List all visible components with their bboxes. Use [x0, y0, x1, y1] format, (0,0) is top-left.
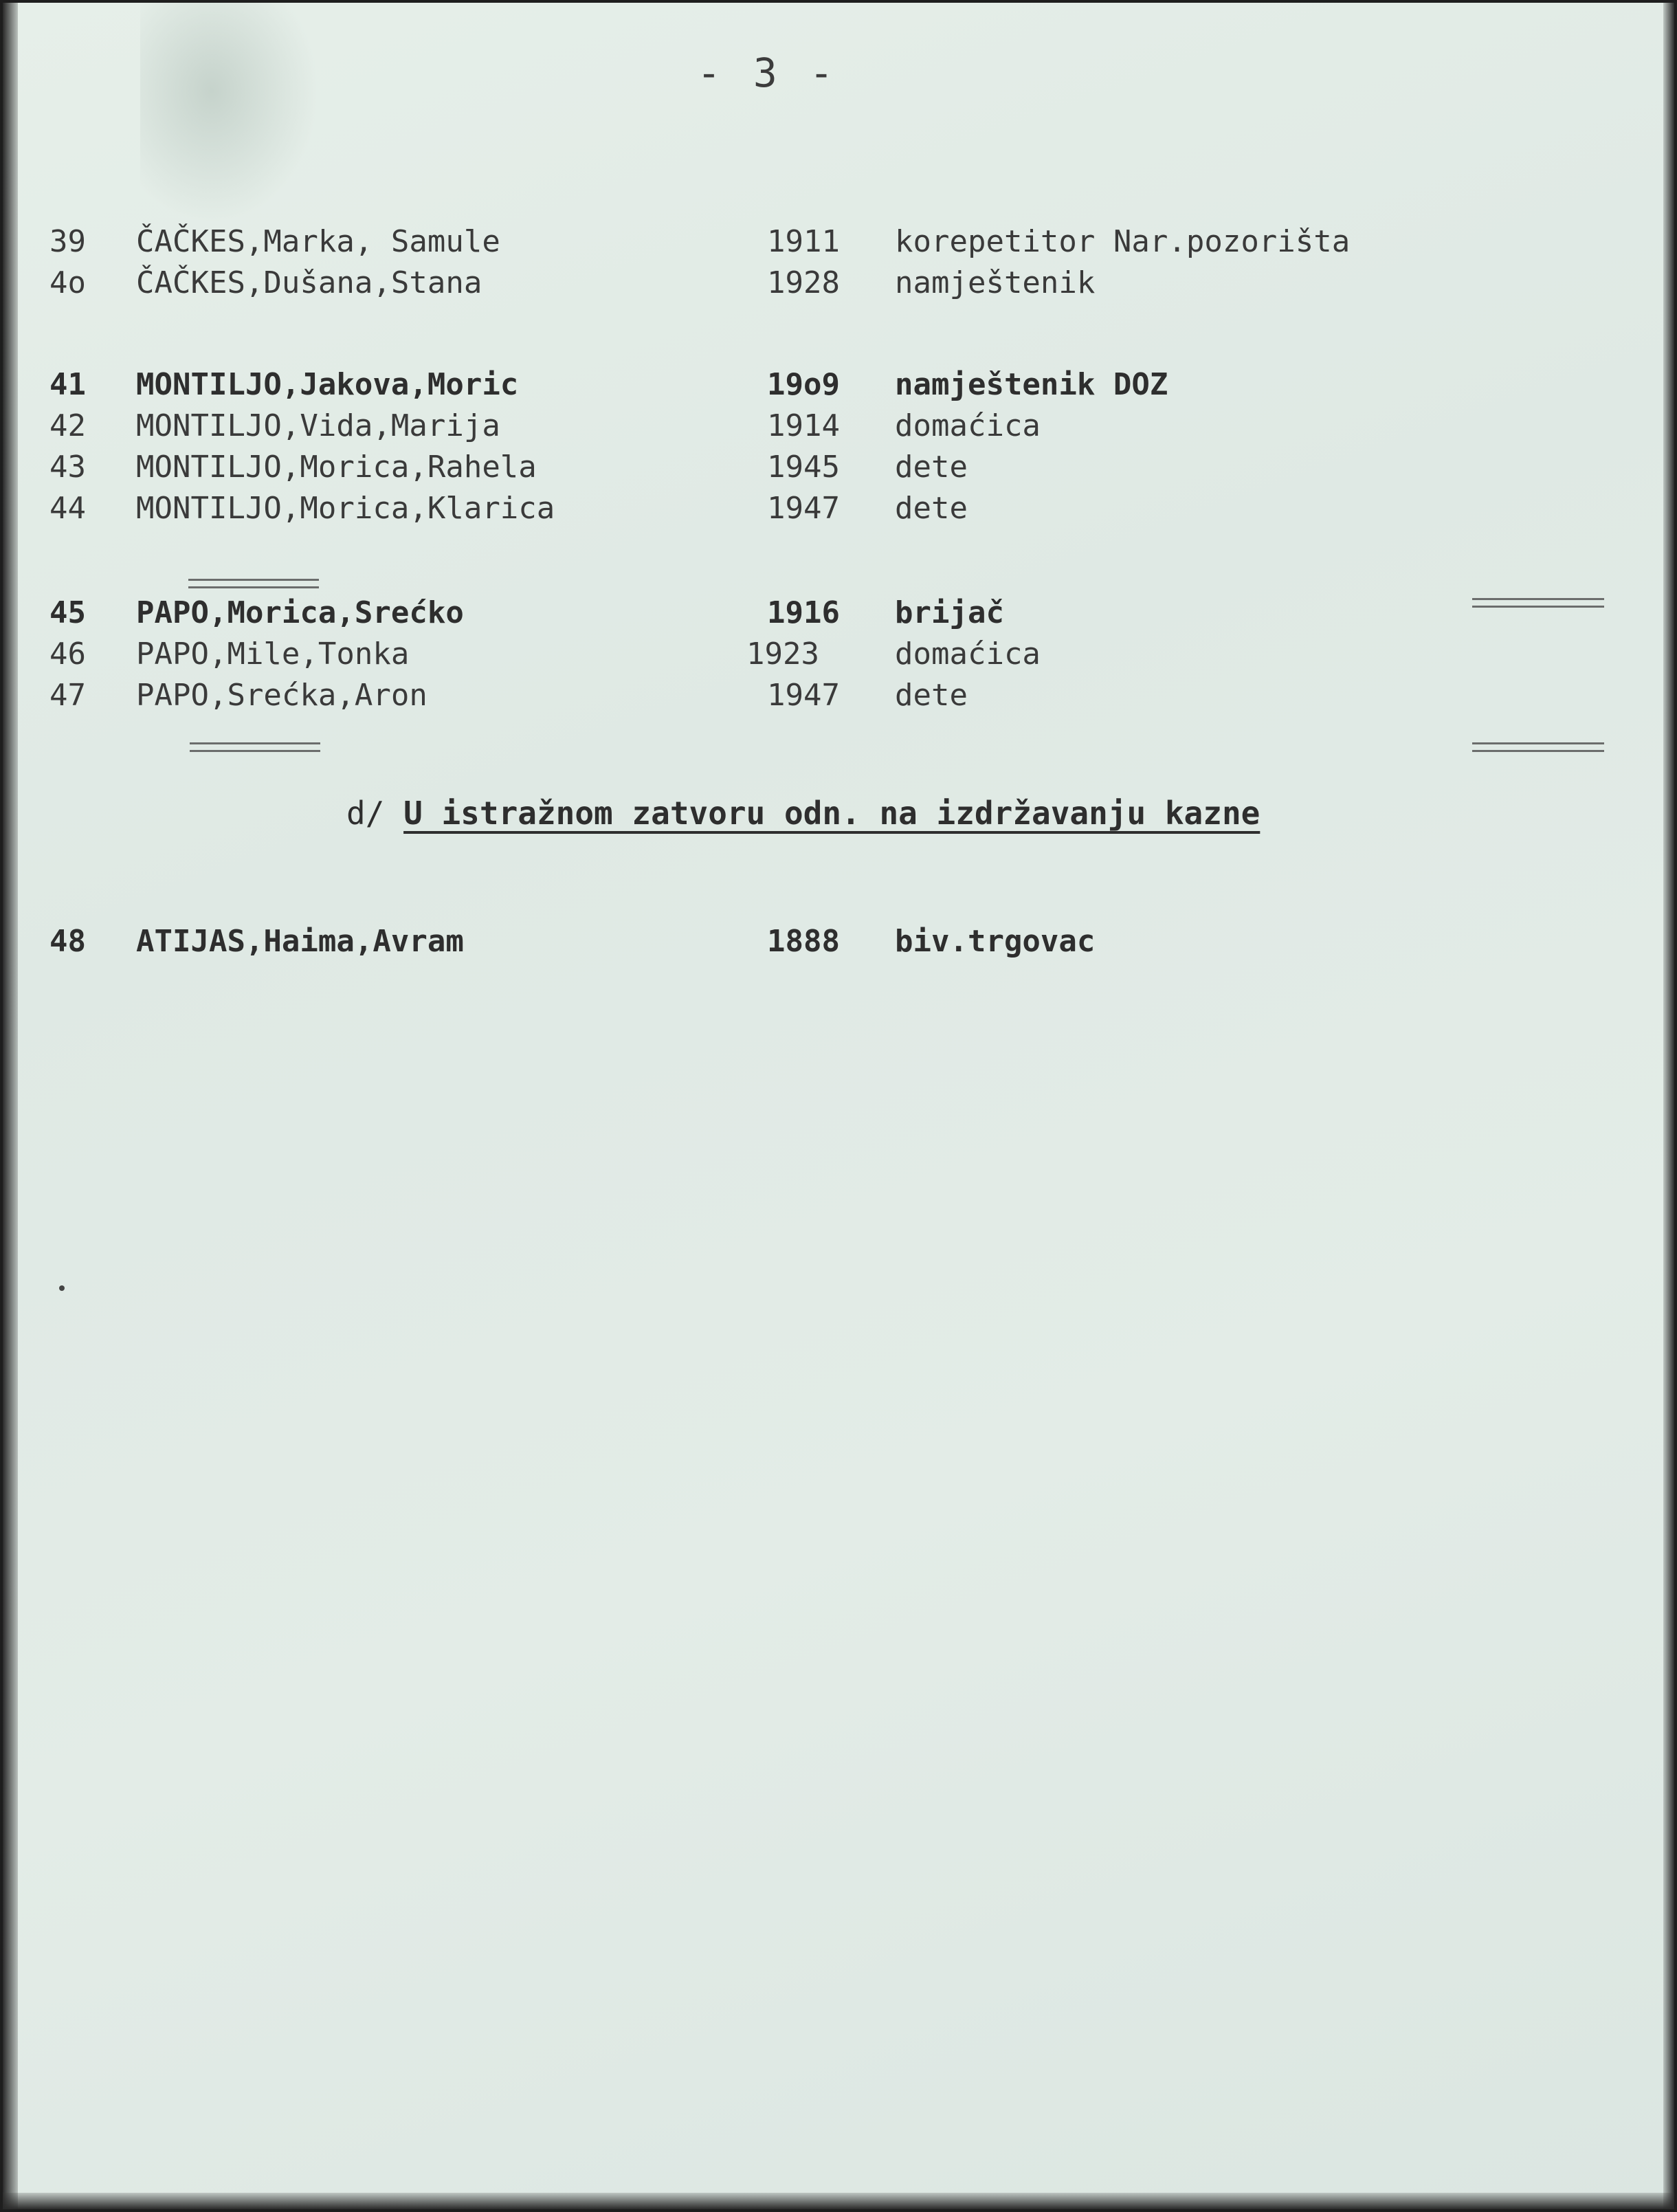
- birth-year: 1947: [767, 678, 840, 713]
- occupation: biv.trgovac: [895, 924, 1096, 959]
- scan-speck: [59, 1285, 65, 1291]
- scan-edge-left: [3, 3, 18, 2209]
- birth-year: 1928: [767, 265, 840, 300]
- person-name: ATIJAS,Haima,Avram: [136, 924, 464, 959]
- person-name: ČAČKES,Dušana,Stana: [136, 265, 482, 300]
- row-number: 41: [49, 367, 86, 402]
- person-name: MONTILJO,Jakova,Moric: [136, 367, 519, 402]
- birth-year: 1888: [767, 924, 840, 959]
- occupation: namještenik DOZ: [895, 367, 1168, 402]
- occupation: korepetitor Nar.pozorišta: [895, 224, 1351, 259]
- page-number: - 3 -: [697, 49, 838, 96]
- table-row: [3, 265, 1677, 304]
- table-row: [3, 224, 1677, 263]
- row-number: 46: [49, 637, 86, 672]
- person-name: PAPO,Mile,Tonka: [136, 637, 410, 672]
- row-number: 43: [49, 450, 86, 485]
- table-row: [3, 450, 1677, 488]
- birth-year: 1911: [767, 224, 840, 259]
- section-heading-prefix: d/: [346, 795, 404, 832]
- person-name: PAPO,Srećka,Aron: [136, 678, 427, 713]
- row-number: 39: [49, 224, 86, 259]
- table-row: [3, 491, 1677, 529]
- table-row: [3, 595, 1677, 634]
- double-rule: [190, 742, 320, 752]
- row-number: 48: [49, 924, 86, 959]
- double-rule: [1472, 742, 1604, 752]
- occupation: domaćica: [895, 637, 1041, 672]
- double-rule: [188, 579, 319, 588]
- table-row: [3, 678, 1677, 716]
- row-number: 45: [49, 595, 86, 630]
- table-row: [3, 408, 1677, 447]
- occupation: dete: [895, 450, 968, 485]
- birth-year: 1947: [767, 491, 840, 526]
- person-name: MONTILJO,Vida,Marija: [136, 408, 500, 443]
- table-row: [3, 924, 1677, 962]
- birth-year: 1945: [767, 450, 840, 485]
- occupation: domaćica: [895, 408, 1041, 443]
- occupation: dete: [895, 491, 968, 526]
- person-name: ČAČKES,Marka, Samule: [136, 224, 500, 259]
- birth-year: 1914: [767, 408, 840, 443]
- birth-year: 19o9: [767, 367, 840, 402]
- table-row: [3, 637, 1677, 675]
- section-heading-text: U istražnom zatvoru odn. na izdržavanju kazne: [403, 795, 1260, 832]
- occupation: dete: [895, 678, 968, 713]
- section-heading: [346, 795, 1260, 832]
- scan-edge-right: [1663, 3, 1674, 2209]
- person-name: PAPO,Morica,Srećko: [136, 595, 464, 630]
- birth-year: 1923: [746, 637, 819, 672]
- row-number: 47: [49, 678, 86, 713]
- person-name: MONTILJO,Morica,Klarica: [136, 491, 555, 526]
- person-name: MONTILJO,Morica,Rahela: [136, 450, 537, 485]
- row-number: 42: [49, 408, 86, 443]
- row-number: 44: [49, 491, 86, 526]
- row-number: 4o: [49, 265, 86, 300]
- occupation: namještenik: [895, 265, 1096, 300]
- occupation: brijač: [895, 595, 1004, 630]
- scan-edge-bottom: [3, 2193, 1674, 2209]
- table-row: [3, 367, 1677, 406]
- paper-fold-shadow: [140, 3, 319, 223]
- birth-year: 1916: [767, 595, 840, 630]
